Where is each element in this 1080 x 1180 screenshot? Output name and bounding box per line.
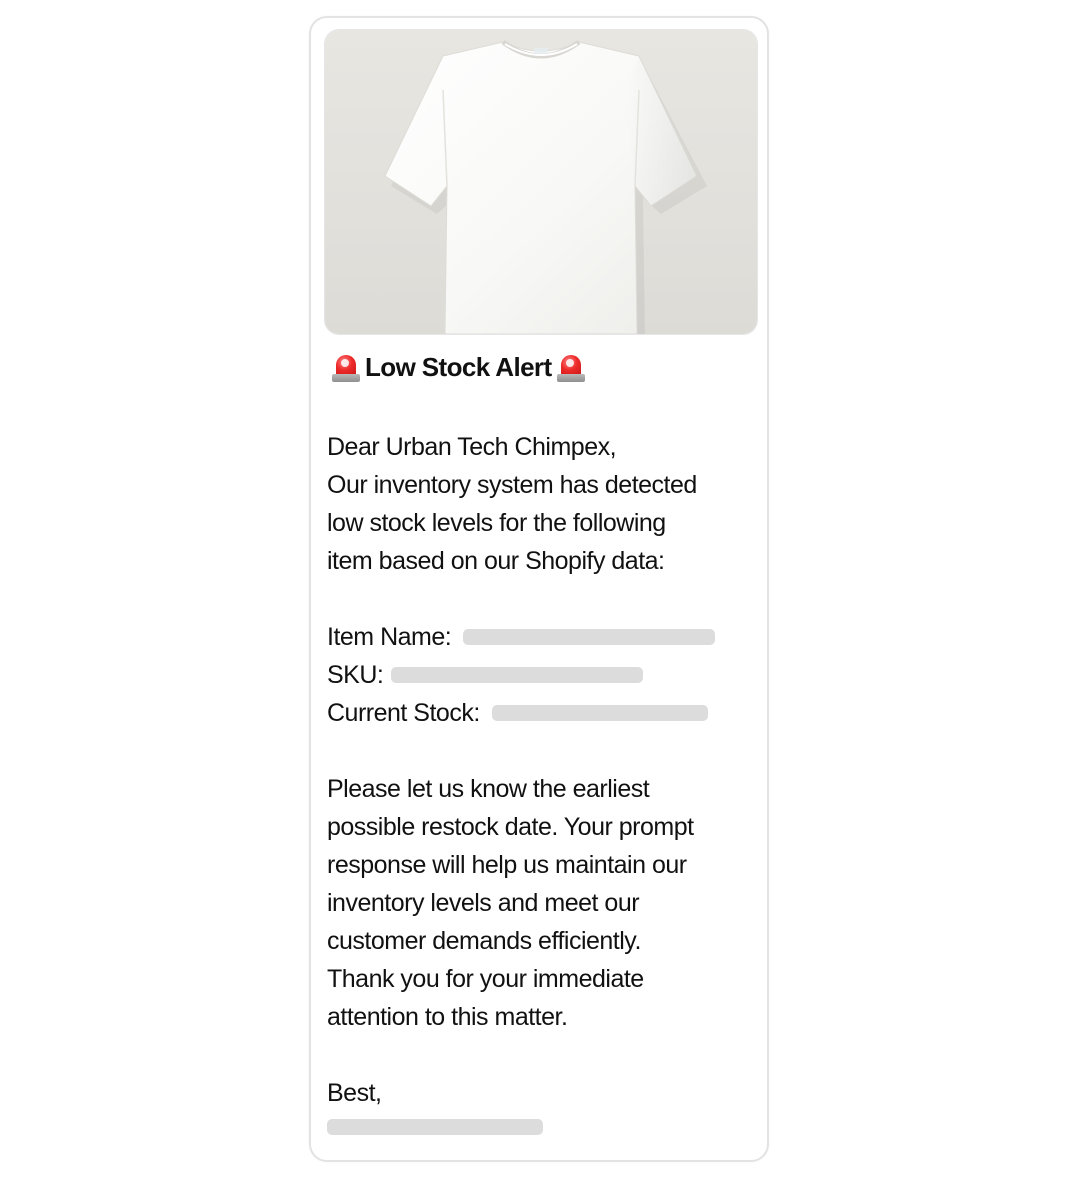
intro-line: Our inventory system has detected — [327, 471, 697, 499]
product-image — [325, 30, 757, 334]
intro-paragraph — [327, 428, 757, 580]
body-line: possible restock date. Your prompt — [327, 813, 694, 841]
body-line: inventory levels and meet our — [327, 889, 640, 917]
body-line: customer demands efficiently. — [327, 927, 641, 955]
closing: Best, — [327, 1079, 382, 1107]
signoff — [327, 1074, 757, 1112]
body-line: attention to this matter. — [327, 1003, 568, 1031]
body-line: Please let us know the earliest — [327, 775, 650, 803]
item-name-row — [327, 618, 757, 656]
current-stock-redacted — [492, 705, 708, 721]
email-card — [309, 16, 769, 1162]
intro-line: item based on our Shopify data: — [327, 547, 665, 575]
body-paragraph — [327, 770, 757, 1036]
sku-redacted — [391, 667, 643, 683]
police-car-light-icon — [331, 351, 361, 383]
signature-redacted — [327, 1119, 543, 1135]
body-line: Thank you for your immediate — [327, 965, 644, 993]
sku-label: SKU: — [327, 660, 384, 689]
item-name-label: Item Name: — [327, 622, 452, 651]
alert-heading — [327, 344, 757, 390]
current-stock-label: Current Stock: — [327, 698, 480, 727]
current-stock-row — [327, 694, 757, 732]
item-name-redacted — [463, 629, 715, 645]
police-car-light-icon — [556, 351, 586, 383]
tshirt-image — [325, 30, 757, 334]
body-line: response will help us maintain our — [327, 851, 687, 879]
signature-row — [327, 1112, 757, 1142]
sku-row — [327, 656, 757, 694]
intro-line: low stock levels for the following — [327, 509, 666, 537]
email-body — [327, 344, 757, 1142]
alert-title: Low Stock Alert — [365, 351, 552, 382]
greeting: Dear Urban Tech Chimpex, — [327, 433, 617, 461]
